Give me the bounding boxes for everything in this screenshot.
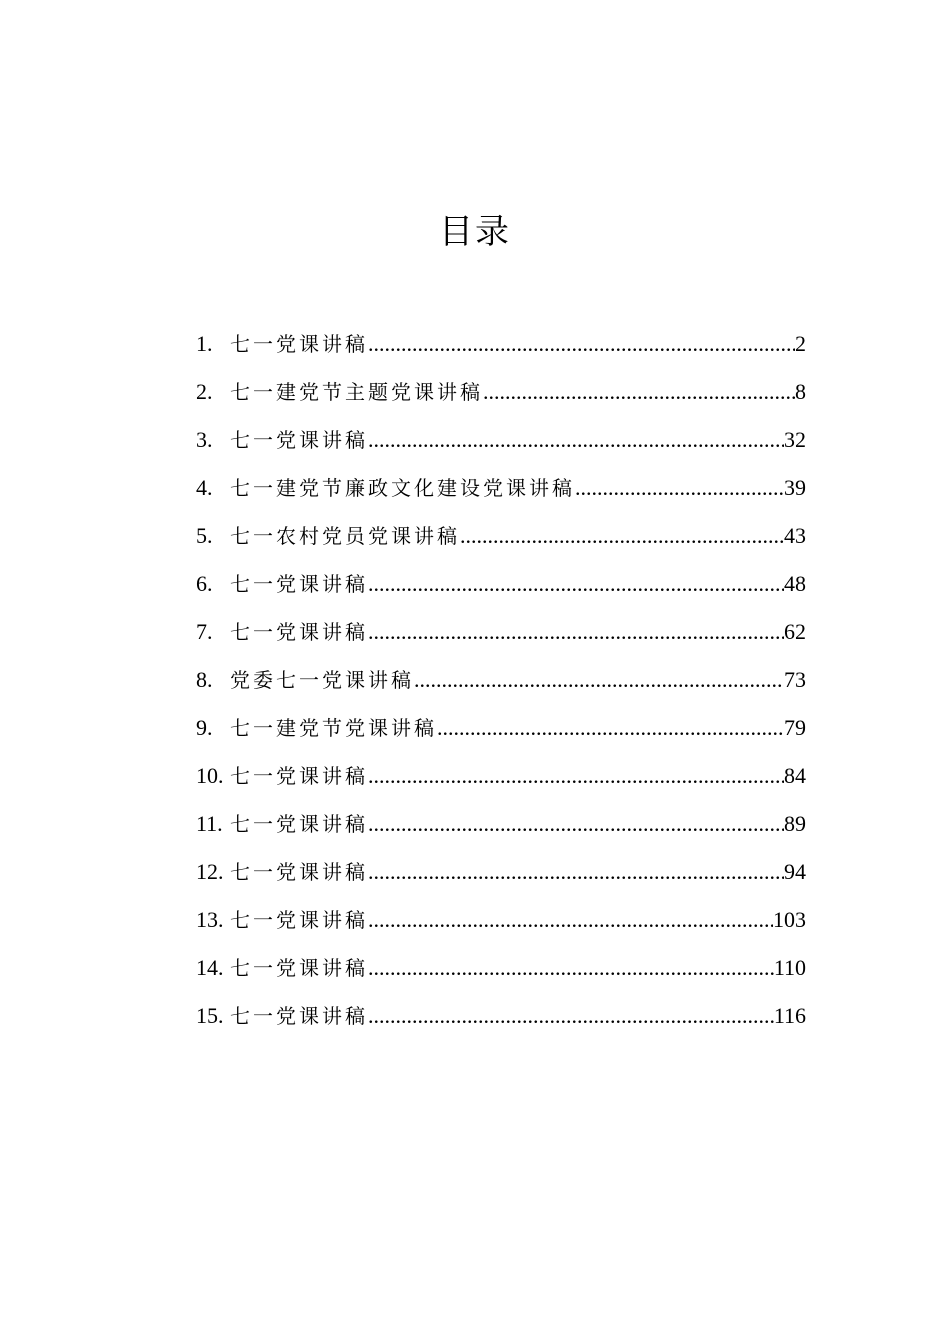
toc-leader-dots	[368, 944, 774, 992]
toc-entry[interactable]	[196, 368, 806, 416]
toc-entry-page: 84	[784, 763, 806, 788]
toc-entry-title: 七一党课讲稿	[230, 572, 368, 596]
toc-leader-dots	[368, 752, 784, 800]
toc-leader-dots	[368, 608, 784, 656]
toc-entry-page: 62	[784, 619, 806, 644]
toc-entry-title: 七一党课讲稿	[230, 908, 368, 932]
toc-entry-number: 5.	[196, 523, 213, 548]
toc-entry-title: 七一建党节主题党课讲稿	[230, 380, 483, 404]
toc-entry-number: 10.	[196, 763, 224, 788]
toc-entry-number: 2.	[196, 379, 213, 404]
toc-leader-dots	[414, 656, 784, 704]
toc-entry-title: 七一党课讲稿	[230, 332, 368, 356]
toc-entry[interactable]	[196, 992, 806, 1040]
toc-entry-title: 七一党课讲稿	[230, 812, 368, 836]
toc-entry[interactable]	[196, 656, 806, 704]
table-of-contents	[196, 320, 806, 1040]
toc-entry-title: 七一党课讲稿	[230, 620, 368, 644]
toc-entry-number: 13.	[196, 907, 224, 932]
toc-entry-page: 48	[784, 571, 806, 596]
toc-entry-number: 15.	[196, 1003, 224, 1028]
toc-leader-dots	[483, 368, 795, 416]
toc-entry-title: 党委七一党课讲稿	[230, 668, 414, 692]
toc-entry[interactable]	[196, 944, 806, 992]
toc-leader-dots	[368, 896, 773, 944]
toc-entry-title: 七一党课讲稿	[230, 764, 368, 788]
toc-entry[interactable]	[196, 560, 806, 608]
toc-entry-title: 七一建党节党课讲稿	[230, 716, 437, 740]
toc-entry-page: 39	[784, 475, 806, 500]
toc-entry-number: 7.	[196, 619, 213, 644]
toc-entry[interactable]	[196, 704, 806, 752]
toc-entry-page: 2	[795, 331, 806, 356]
toc-leader-dots	[575, 464, 784, 512]
toc-entry-number: 8.	[196, 667, 213, 692]
toc-entry-title: 七一党课讲稿	[230, 956, 368, 980]
toc-entry[interactable]	[196, 608, 806, 656]
toc-leader-dots	[368, 992, 774, 1040]
toc-entry-page: 79	[784, 715, 806, 740]
toc-entry-number: 6.	[196, 571, 213, 596]
toc-leader-dots	[368, 800, 784, 848]
toc-entry[interactable]	[196, 800, 806, 848]
toc-entry[interactable]	[196, 416, 806, 464]
toc-leader-dots	[368, 416, 784, 464]
toc-entry-page: 32	[784, 427, 806, 452]
toc-entry-number: 4.	[196, 475, 213, 500]
toc-entry-page: 110	[773, 955, 806, 980]
toc-leader-dots	[368, 848, 784, 896]
toc-entry-number: 12.	[196, 859, 224, 884]
toc-entry[interactable]	[196, 512, 806, 560]
toc-entry[interactable]	[196, 752, 806, 800]
toc-entry-number: 11.	[196, 811, 223, 836]
toc-entry[interactable]	[196, 464, 806, 512]
toc-entry-title: 七一党课讲稿	[230, 1004, 368, 1028]
toc-entry-title: 七一党课讲稿	[230, 860, 368, 884]
toc-entry-number: 3.	[196, 427, 213, 452]
toc-entry-page: 43	[784, 523, 806, 548]
toc-entry-number: 9.	[196, 715, 213, 740]
toc-leader-dots	[368, 320, 795, 368]
toc-entry-page: 94	[784, 859, 806, 884]
toc-entry[interactable]	[196, 848, 806, 896]
toc-entry-page: 89	[784, 811, 806, 836]
toc-entry[interactable]	[196, 320, 806, 368]
toc-leader-dots	[460, 512, 784, 560]
toc-entry-page: 116	[773, 1003, 806, 1028]
toc-entry-title: 七一党课讲稿	[230, 428, 368, 452]
toc-entry-title: 七一农村党员党课讲稿	[230, 524, 460, 548]
toc-entry[interactable]	[196, 896, 806, 944]
toc-entry-number: 1.	[196, 331, 213, 356]
toc-entry-page: 8	[795, 379, 806, 404]
toc-entry-title: 七一建党节廉政文化建设党课讲稿	[230, 476, 575, 500]
page-title: 目录	[439, 212, 511, 252]
toc-entry-page: 103	[773, 907, 806, 932]
toc-leader-dots	[437, 704, 784, 752]
toc-entry-page: 73	[784, 667, 806, 692]
toc-leader-dots	[368, 560, 784, 608]
toc-entry-number: 14.	[196, 955, 224, 980]
